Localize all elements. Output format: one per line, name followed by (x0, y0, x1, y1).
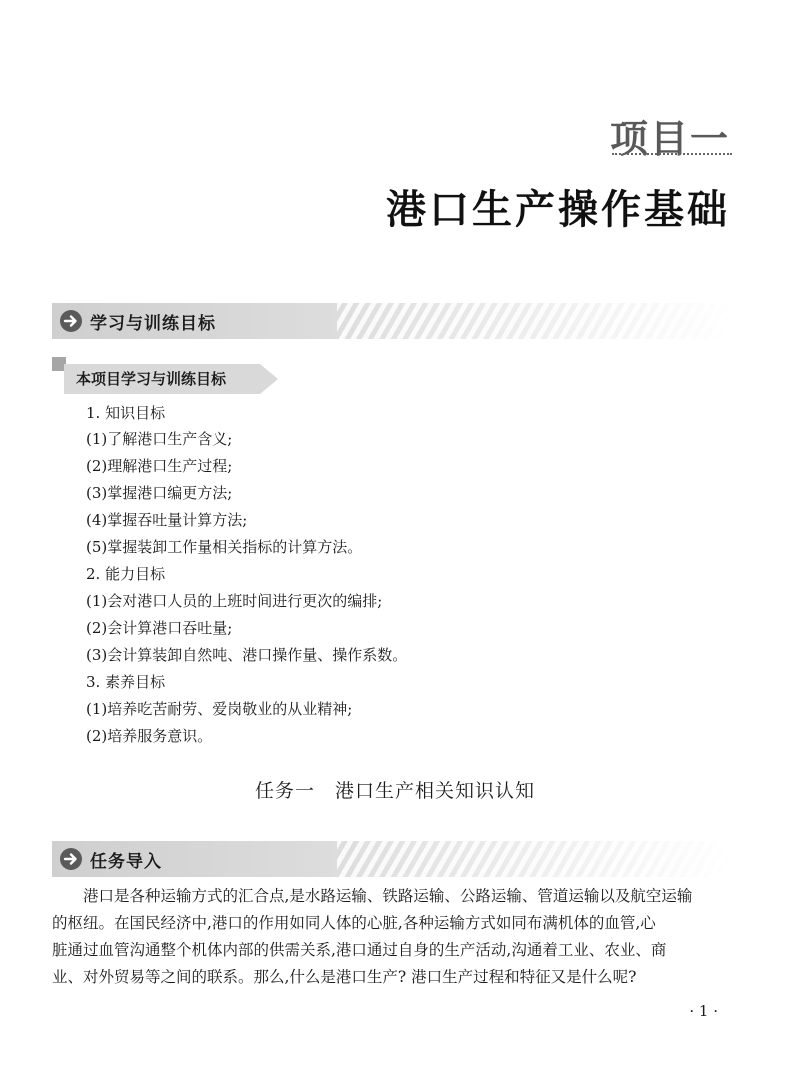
section-label-objectives: 学习与训练目标 (90, 314, 216, 334)
objective-line: 1. 知识目标 (86, 404, 166, 422)
section-label-intro: 任务导入 (90, 852, 162, 872)
objective-line: (2)会计算港口吞吐量; (86, 619, 233, 637)
objective-line: (3)掌握港口编更方法; (86, 484, 233, 502)
section-bar-stripes (337, 303, 734, 339)
intro-line: 业、对外贸易等之间的联系。那么,什么是港口生产? 港口生产过程和特征又是什么呢? (52, 968, 637, 986)
intro-line: 的枢纽。在国民经济中,港口的作用如同人体的心脏,各种运输方式如同布满机体的血管,心 (52, 914, 656, 932)
objective-line: (2)培养服务意识。 (86, 727, 213, 745)
objective-line: 3. 素养目标 (86, 673, 166, 691)
subsection-marker (52, 357, 66, 371)
task-title: 任务一 港口生产相关知识认知 (254, 780, 535, 802)
objective-line: (3)会计算装卸自然吨、港口操作量、操作系数。 (86, 646, 408, 664)
intro-line: 港口是各种运输方式的汇合点,是水路运输、铁路运输、公路运输、管道运输以及航空运输 (52, 887, 693, 905)
section-bar-objectives (52, 303, 734, 339)
project-number-underline (612, 153, 732, 155)
objective-line: (1)了解港口生产含义; (86, 430, 233, 448)
intro-line: 脏通过血管沟通整个机体内部的供需关系,港口通过自身的生产活动,沟通着工业、农业、商 (52, 941, 667, 959)
page-number: · 1 · (689, 1002, 718, 1020)
section-bar-stripes (337, 841, 734, 877)
arrow-right-circle-icon (60, 848, 82, 870)
objective-line: (5)掌握装卸工作量相关指标的计算方法。 (86, 538, 363, 556)
objective-line: (1)培养吃苦耐劳、爱岗敬业的从业精神; (86, 700, 353, 718)
objective-line: 2. 能力目标 (86, 565, 166, 583)
project-number: 项目一 (609, 117, 730, 161)
objective-line: (4)掌握吞吐量计算方法; (86, 511, 248, 529)
objective-line: (2)理解港口生产过程; (86, 457, 233, 475)
section-bar-intro (52, 841, 734, 877)
project-title: 港口生产操作基础 (386, 187, 730, 233)
arrow-right-circle-icon (60, 310, 82, 332)
subsection-label: 本项目学习与训练目标 (76, 370, 227, 388)
objective-line: (1)会对港口人员的上班时间进行更次的编排; (86, 592, 383, 610)
